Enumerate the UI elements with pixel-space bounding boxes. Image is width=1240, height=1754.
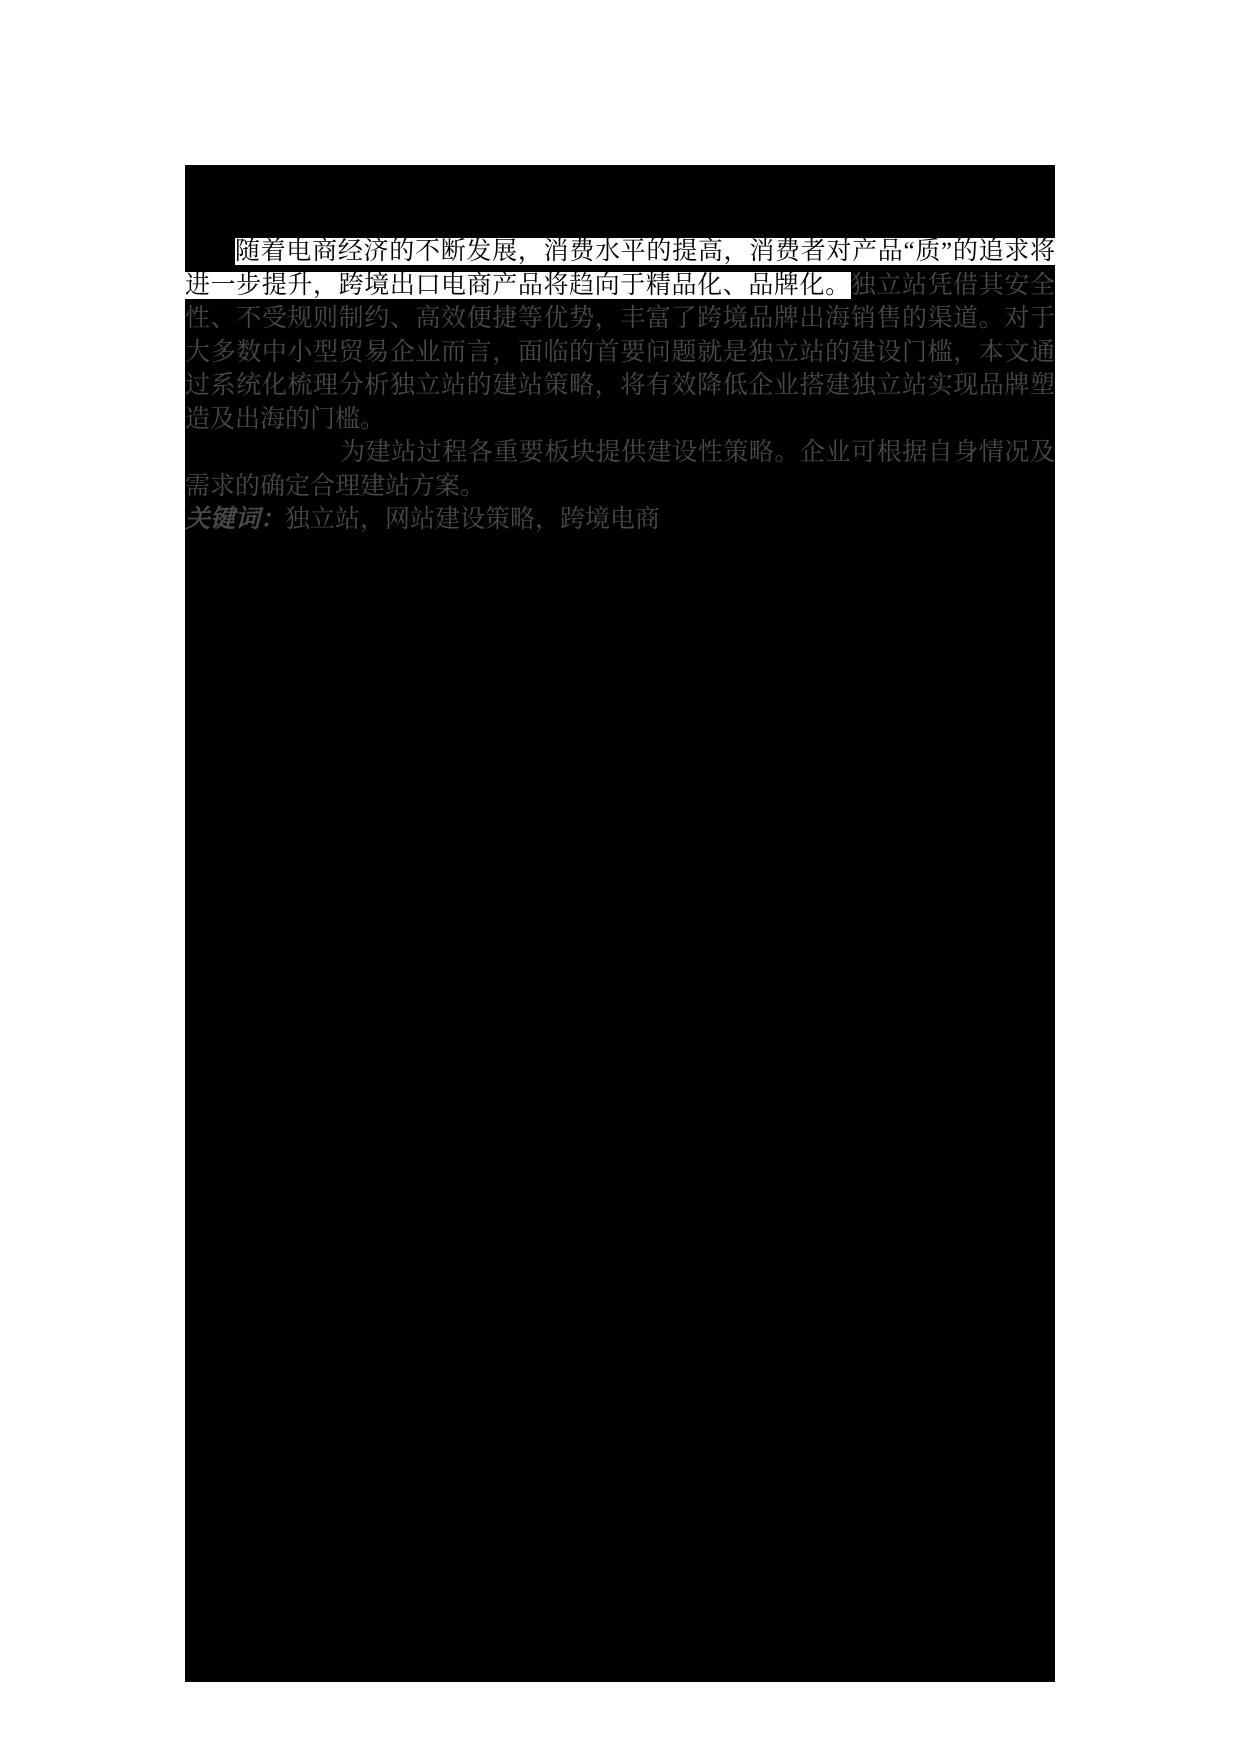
strategy-paragraph — [185, 436, 1055, 503]
highlighted-sentence: 随着电商经济的不断发展，消费水平的提高，消费者对产品“质”的追求将进一步提升，跨境出口电商产品将趋向于精品化、品牌化。 — [185, 238, 1055, 299]
keywords-text: 独立站，网站建设策略，跨境电商 — [285, 506, 661, 533]
redacted-content-block — [185, 165, 1055, 1682]
abstract-body-text: 独立站凭借其安全性、不受规则制约、高效便捷等优势，丰富了跨境品牌出海销售的渠道。对于大多数中小型贸易企业而言，面临的首要问题就是独立站的建设门槛，本文通过系统化梳理分析独立站的建站策略，将有效降低企业搭建独立站实现品牌塑造及出海的门槛。 — [185, 271, 1055, 433]
keywords-label: 关键词： — [185, 506, 286, 533]
keywords-line — [185, 503, 1055, 537]
abstract-paragraph — [185, 235, 1055, 436]
strategy-sentence-text: 为建站过程各重要板块提供建设性策略。企业可根据自身情况及需求的确定合理建站方案。 — [185, 439, 1055, 500]
abstract-section — [185, 165, 1055, 537]
